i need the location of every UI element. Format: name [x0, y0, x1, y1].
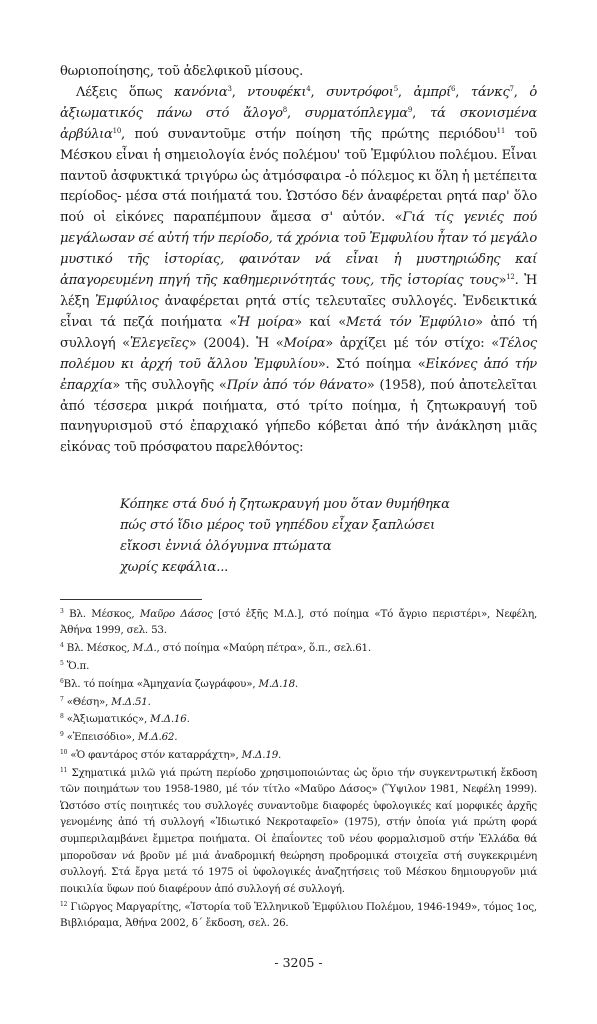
text-run: » [498, 273, 507, 289]
page-content [60, 62, 537, 933]
italic-title: Μοίρα [283, 335, 326, 351]
text-run: τοῦ Μέσκου εἶναι ἡ σημειολογία ἑνός πολέμου' τοῦ Ἐμφύλιου πολέμου. Εἶναι παντοῦ ἀσφυκτικά τριγύρω ὡς ἀτμόσφαιρα -ὁ πόλεμος κι ὅλη ἡ μετέπειτα περίοδος- μέσα στά ποιήματά του. Ὡστόσο δέν ἀναφέρεται ρητά παρ' ὅλο πού οἱ εἰκόνες παραπέμπουν ἄμεσα σ' αὐτόν. « [60, 126, 537, 226]
footnote-number: 8 [60, 713, 64, 721]
footnote-ref: 6 [451, 84, 456, 93]
footnote-text: Βλ. Μέσκος, [69, 607, 140, 620]
footnote-6 [60, 676, 537, 693]
footnote-italic: Μαῦρο Δάσος [139, 607, 213, 620]
footnote-ref: 8 [282, 105, 287, 114]
footnote-number: 6 [60, 677, 64, 685]
separator: , [397, 84, 414, 100]
footnote-ref: 11 [496, 126, 506, 135]
footnote-4 [60, 640, 537, 657]
footnote-number: 12 [60, 900, 68, 908]
footnote-text: Βλ. Μέσκος, [66, 642, 133, 655]
footnote-italic: Μ.Δ. [132, 642, 157, 655]
footnote-number: 9 [60, 731, 64, 739]
text-run: Λέξεις ὅπως [76, 84, 175, 100]
italic-term: κανόνια [174, 84, 228, 100]
italic-term: τάνκς [470, 84, 510, 100]
footnote-divider [60, 599, 202, 600]
footnote-text: Σχηματικά μιλῶ γιά πρώτη περίοδο χρησιμοποιώντας ὡς ὅριο τήν συγκεντρωτική ἔκδοση τῶν ποιημάτων του 1958-1980, μέ τόν τίτλο «Μαῦρο Δάσος» (Ὕψιλον 1981, Νεφέλη 1999). Ὡστόσο στίς ποιητικές του συλλογές συναντοῦμε διαφορές ὑφολογικές καί μορφικές ἀρχῆς γενομένης ἀπό τή συλλογή «Ἰδιωτικό Νεκροταφεῖο» (1975), στήν ὁποία γιά πρώτη φορά συμπεριλαμβάνει ἔμμετρα ποιήματα. Οἱ ἐπαΐοντες τοῦ νέου φορμαλισμοῦ στήν Ἑλλάδα θά μποροῦσαν νά βροῦν μέ μιά ἀναδρομική θεώρηση προδρομικά στοιχεῖα στή συγκεκριμένη συλλογή. Στά ἔργα μετά τό 1975 οἱ ὑφολογικές ἀναζητήσεις τοῦ Μέσκου δημιουργοῦν μιά ποικιλία ὕφων πού διαφέρουν ἀπό συλλογή σέ συλλογή. [60, 766, 537, 895]
italic-term: ἀμπρί [413, 84, 452, 100]
footnote-number: 7 [60, 695, 64, 703]
footnote-10 [60, 747, 537, 764]
separator: , [231, 84, 248, 100]
footnote-number: 10 [60, 748, 68, 756]
text-line: θωριοποίησης, τοῦ ἀδελφικοῦ μίσους. [60, 64, 303, 79]
italic-quote: Γιά τίς γενιές πού μεγάλωσαν σέ αὐτή τήν περίοδο, τά χρόνια τοῦ Ἐμφυλίου ἦταν τό μεγάλο μυστικό τῆς ἱστορίας, φαινόταν νά εἶναι ἡ μυστηριώδης καί ἀπαγορευμένη πηγή τῆς καθημερινότητάς τους, τῆς ἱστορίας τους [60, 210, 537, 289]
footnote-text: «Ὁ φαντάρος στόν καταρράχτη», [70, 748, 242, 761]
footnote-text: «Ἀξιωματικός», [66, 713, 151, 726]
italic-term: Ἐμφύλιος [95, 293, 159, 309]
text-run: » ἀρχίζει μέ τόν στίχο: « [325, 335, 499, 351]
footnote-number: 3 [60, 607, 64, 615]
poem-line: πώς στό ἴδιο μέρος τοῦ γηπέδου εἶχαν ξαπλώσει [120, 518, 436, 534]
text-run: » (1958), πού ἀποτελεῖται ἀπό τέσσερα μικρά ποιήματα, στό τρίτο ποίημα, ἡ ζητωκραυγή τοῦ πανηγυρισμοῦ στό ἐπαρχιακό γήπεδο κόβεται ἀπό τήν ἀνάκληση μιᾶς εἰκόνας τοῦ πρόσφατου παρελθόντος: [60, 377, 537, 456]
footnote-ref: 10 [112, 126, 122, 135]
footnote-12 [60, 899, 537, 932]
footnotes [60, 606, 537, 932]
text-run: » καί « [294, 314, 346, 330]
separator: , [455, 84, 471, 100]
footnote-italic: Μ.Δ.19. [241, 748, 282, 761]
italic-term: συρματόπλεγμα [304, 105, 408, 121]
text-run: » τῆς συλλογῆς « [112, 377, 227, 393]
footnote-italic: Μ.Δ.16. [150, 713, 190, 726]
poem-line: χωρίς κεφάλια... [120, 559, 229, 575]
italic-term: ντουφέκι [247, 84, 307, 100]
footnote-text: Γιῶργος Μαργαρίτης, «Ἱστορία τοῦ Ἑλληνικοῦ Ἐμφύλιου Πολέμου, 1946-1949», τόμος 1ος, Βιβλιόραμα, Ἀθήνα 2002, δ΄ ἔκδοση, σελ. 26. [60, 900, 537, 930]
footnote-text: «Θέση», [66, 695, 112, 708]
separator: , [310, 84, 327, 100]
italic-term: ὁ ἀξιωματικός πάνω στό ἄλογο [60, 84, 537, 121]
footnote-ref: 4 [306, 84, 311, 93]
footnote-8 [60, 711, 537, 728]
separator: , [286, 105, 305, 121]
italic-quote: Τέλος πολέμου κι ἀρχή τοῦ ἄλλου Ἐμφυλίου [60, 335, 537, 372]
poem-quote [120, 495, 537, 579]
footnote-ref: 5 [393, 84, 398, 93]
footnote-5 [60, 658, 537, 675]
footnote-number: 4 [60, 642, 64, 650]
footnote-ref: 12 [506, 273, 515, 282]
footnote-7 [60, 694, 537, 711]
text-run: ». Στό ποίημα « [317, 356, 426, 372]
separator: , [513, 84, 530, 100]
footnote-9 [60, 729, 537, 746]
paragraph-main [60, 83, 537, 459]
italic-term: συντρόφοι [326, 84, 394, 100]
italic-title: Εἰκόνες ἀπό τήν ἐπαρχία [60, 356, 537, 393]
separator: , [412, 105, 431, 121]
italic-title: Ἡ μοίρα [237, 314, 295, 330]
footnote-italic: Μ.Δ.18. [258, 677, 299, 690]
footnote-text: «Ἐπεισόδιο», [66, 731, 138, 744]
text-run: ἀναφέρεται ρητά στίς τελευταῖες συλλογές. Ἐνδεικτικά εἶναι τά πεζά ποιήματα « [60, 293, 537, 330]
footnote-ref: 9 [407, 105, 413, 114]
footnote-text: [στό ἑξῆς Μ.Δ.], στό ποίημα «Τό ἄγριο περιστέρι», Νεφέλη, Ἀθήνα 1999, σελ. 53. [60, 607, 538, 637]
footnote-ref: 3 [227, 84, 232, 93]
text-run: . Ἡ λέξη [60, 273, 537, 309]
footnote-3 [60, 606, 537, 639]
page-number: - 3205 - [274, 955, 323, 970]
footnote-ref: 7 [509, 84, 514, 93]
text-run: » (2004). Ἡ « [188, 335, 284, 351]
footnote-text: Βλ. τό ποίημα «Ἀμηχανία ζωγράφου», [63, 677, 259, 690]
footnote-italic: Μ.Δ.62. [137, 731, 178, 744]
italic-title: Μετά τόν Ἐμφύλιο [345, 314, 476, 330]
text-run: , πού συναντοῦμε στήν ποίηση τῆς πρώτης περιόδου [121, 126, 497, 142]
poem-line: Κόπηκε στά δυό ἡ ζητωκραυγή μου ὅταν θυμήθηκα [120, 497, 450, 513]
footnote-11 [60, 765, 537, 898]
footnote-number: 11 [60, 766, 68, 774]
footnote-number: 5 [60, 660, 64, 667]
italic-title: Ἐλεγεῖες [129, 335, 189, 351]
italic-term: τά σκονισμένα ἀρβύλια [60, 105, 537, 142]
main-text [60, 62, 537, 459]
poem-line: εἴκοσι ἐννιά ὁλόγυμνα πτώματα [120, 539, 332, 555]
footnote-text: Ὅ.π. [66, 660, 90, 672]
text-run: » ἀπό τή συλλογή « [60, 314, 538, 351]
footnote-italic: Μ.Δ.51. [111, 695, 151, 708]
paragraph-continuation [60, 62, 537, 83]
footnote-text: , στό ποίημα «Μαύρη πέτρα», ὅ.π., σελ.61. [156, 642, 371, 655]
italic-title: Πρίν ἀπό τόν θάνατο [226, 377, 367, 393]
